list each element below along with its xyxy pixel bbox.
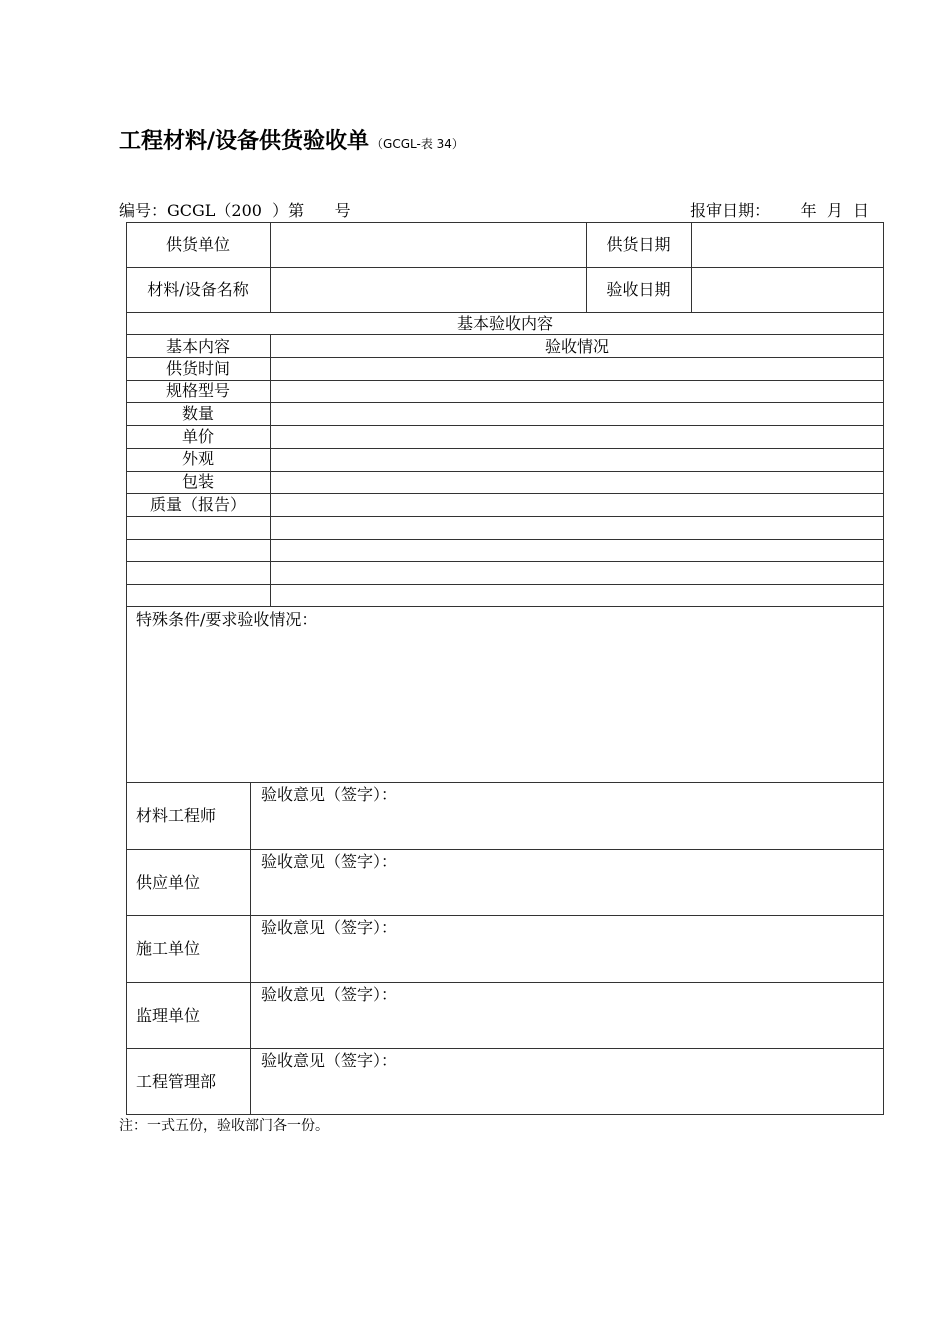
basic-item-status-cell[interactable] <box>271 426 883 448</box>
basic-item-status-cell[interactable] <box>271 449 883 471</box>
form-title <box>119 124 464 155</box>
basic-item-status-cell[interactable] <box>271 358 883 380</box>
report-date: 报审日期： 年 月 日 <box>690 201 869 220</box>
basic-item-label: 供货时间 <box>165 358 230 378</box>
signoff-role: 材料工程师 <box>136 806 217 825</box>
basic-item-label: 数量 <box>181 403 214 423</box>
basic-item-status-cell[interactable] <box>271 540 883 562</box>
basic-item-label: 单价 <box>181 426 214 446</box>
basic-item-label: 规格型号 <box>165 381 230 401</box>
acceptance-date-label: 验收日期 <box>606 280 671 299</box>
supply-date-label: 供货日期 <box>606 235 671 254</box>
basic-item-status-cell[interactable] <box>271 585 883 607</box>
row-divider <box>126 312 884 313</box>
row-divider <box>126 782 884 783</box>
basic-item-status-cell[interactable] <box>271 494 883 516</box>
col-divider <box>270 222 271 312</box>
signoff-opinion-label: 验收意见（签字）： <box>261 851 398 871</box>
row-divider <box>126 267 884 268</box>
col-divider <box>691 222 692 312</box>
signoff-role: 工程管理部 <box>136 1072 217 1092</box>
basic-item-label: 包装 <box>181 472 214 491</box>
row-divider <box>126 849 884 850</box>
basic-item-status-cell[interactable] <box>271 403 883 425</box>
row-divider <box>126 982 884 983</box>
basic-item-status-cell[interactable] <box>271 562 883 584</box>
basic-item-status-cell[interactable] <box>271 517 883 539</box>
signoff-role: 施工单位 <box>136 939 201 959</box>
col-divider <box>250 782 251 1115</box>
footnote: 注：一式五份，验收部门各一份。 <box>119 1118 329 1134</box>
signoff-opinion-label: 验收意见（签字）： <box>261 984 398 1004</box>
special-conditions-label: 特殊条件/要求验收情况： <box>136 610 318 629</box>
form-number: 编号：GCGL（200 ）第 号 <box>119 201 351 220</box>
supplier-label: 供货单位 <box>165 235 230 254</box>
row-divider <box>126 1048 884 1049</box>
signoff-opinion-label: 验收意见（签字）： <box>261 785 398 804</box>
basic-item-label: 外观 <box>181 449 214 469</box>
signoff-opinion-label: 验收意见（签字）： <box>261 918 398 938</box>
form-title-main: 工程材料/设备供货验收单 <box>119 129 370 154</box>
basic-item-label: 质量（报告） <box>149 494 246 514</box>
form-header <box>119 199 869 223</box>
signoff-role: 监理单位 <box>136 1005 201 1025</box>
basic-section-heading: 基本验收内容 <box>456 314 553 333</box>
row-divider <box>126 334 884 335</box>
material-name-label: 材料/设备名称 <box>147 280 249 299</box>
row-divider <box>126 606 884 607</box>
signoff-role: 供应单位 <box>136 872 201 892</box>
col-header-content: 基本内容 <box>165 337 230 356</box>
col-header-status: 验收情况 <box>544 337 609 356</box>
basic-item-status-cell[interactable] <box>271 472 883 494</box>
basic-item-status-cell[interactable] <box>271 381 883 403</box>
form-code: （GCGL-表 34） <box>371 137 464 151</box>
signoff-opinion-label: 验收意见（签字）： <box>261 1051 398 1071</box>
row-divider <box>126 915 884 916</box>
